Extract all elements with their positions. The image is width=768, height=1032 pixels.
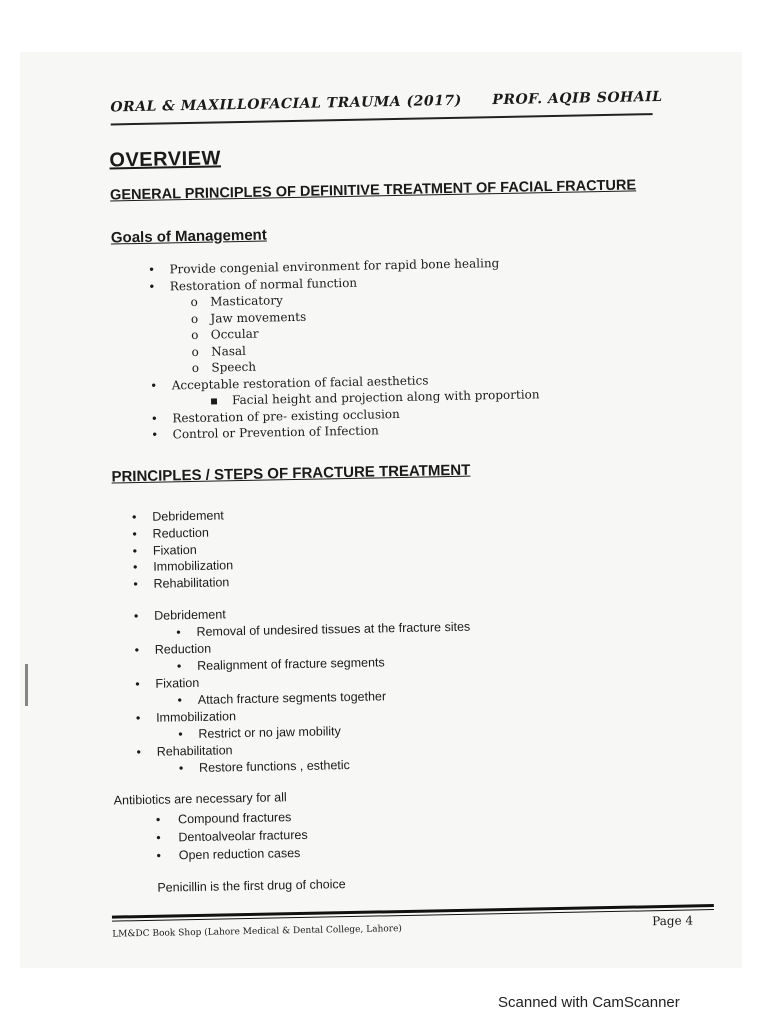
- list-item: • Realignment of fracture segments: [131, 653, 471, 677]
- page-number: Page 4: [651, 913, 694, 929]
- general-principles-heading: GENERAL PRINCIPLES OF DEFINITIVE TREATMENT OF FACIAL FRACTURE: [109, 177, 637, 204]
- steps-list: [128, 507, 233, 593]
- function-sublist: [188, 287, 539, 376]
- list-item: o Speech: [189, 353, 539, 376]
- circle-bullet-icon: o: [190, 311, 199, 326]
- list-item: • Compound fractures: [152, 808, 308, 829]
- circle-bullet-icon: o: [191, 327, 199, 342]
- bullet-icon: •: [177, 693, 183, 708]
- bullet-icon: •: [176, 659, 182, 674]
- penicillin-note: Penicillin is the first drug of choice: [157, 877, 346, 895]
- principles-heading: PRINCIPLES / STEPS OF FRACTURE TREATMENT: [111, 461, 471, 486]
- circle-bullet-icon: o: [191, 344, 199, 359]
- overview-heading: OVERVIEW: [109, 147, 222, 172]
- list-item: o Occular: [189, 320, 539, 343]
- list-item: • Removal of undesired tissues at the fracture sites: [130, 619, 470, 643]
- step-details-list: [130, 602, 473, 778]
- bullet-icon: •: [150, 378, 158, 393]
- bullet-icon: •: [132, 543, 138, 558]
- list-item: • Control or Prevention of Infection: [149, 419, 541, 443]
- page-header: [110, 88, 663, 116]
- list-item: • Reduction: [128, 524, 232, 543]
- bullet-icon: •: [135, 677, 140, 692]
- bullet-icon: •: [150, 411, 159, 426]
- list-item: • Acceptable restoration of facial aesthetics ▪ Facial height and projection along with proportion: [148, 370, 540, 411]
- list-item: • Fixation: [129, 541, 233, 560]
- course-title: ORAL & MAXILLOFACIAL TRAUMA (2017): [110, 92, 462, 116]
- list-item: • Rehabilitation: [133, 738, 473, 762]
- bullet-icon: •: [136, 745, 142, 760]
- list-item: • Debridement: [128, 507, 232, 526]
- bullet-icon: •: [156, 830, 161, 845]
- bullet-icon: •: [132, 560, 138, 575]
- bullet-icon: •: [147, 262, 156, 277]
- list-item: • Restoration of normal function o Masticatory o Jaw movements o Occular o Nasal o Speech: [146, 271, 539, 377]
- list-item: ▪ Facial height and projection along with proportion: [209, 387, 540, 408]
- list-item: • Restoration of pre- existing occlusion: [148, 403, 540, 427]
- list-item: • Reduction: [131, 636, 471, 660]
- list-item: o Masticatory: [188, 287, 538, 310]
- list-item: • Provide congenial environment for rapid bone healing: [145, 254, 537, 278]
- bullet-icon: •: [178, 761, 184, 776]
- list-item: • Debridement: [130, 602, 470, 626]
- author-name: PROF. AQIB SOHAIL: [492, 88, 663, 109]
- list-item: • Dentoalveolar fractures: [152, 826, 308, 847]
- footer-shop-name: LM&DC Book Shop (Lahore Medical & Dental College, Lahore): [112, 924, 402, 940]
- antibiotics-list: [152, 808, 308, 865]
- bullet-icon: •: [156, 848, 162, 863]
- list-item: • Open reduction cases: [153, 844, 309, 865]
- circle-bullet-icon: o: [191, 360, 200, 375]
- bullet-icon: •: [135, 711, 141, 726]
- bullet-icon: •: [134, 643, 140, 658]
- bullet-icon: •: [178, 727, 183, 742]
- antibiotics-intro: Antibiotics are necessary for all: [113, 790, 287, 808]
- bullet-icon: •: [133, 577, 138, 592]
- square-bullet-icon: ▪: [209, 393, 219, 408]
- list-item: • Attach fracture segments together: [132, 687, 472, 711]
- circle-bullet-icon: o: [190, 294, 198, 309]
- header-divider: [111, 113, 653, 125]
- bullet-icon: •: [155, 812, 161, 827]
- list-item: o Nasal: [189, 337, 539, 360]
- list-item: • Restore functions , esthetic: [133, 755, 473, 779]
- bullet-icon: •: [148, 279, 156, 294]
- goals-heading: Goals of Management: [110, 226, 267, 247]
- list-item: • Rehabilitation: [129, 574, 233, 593]
- list-item: • Immobilization: [132, 704, 472, 728]
- list-item: o Jaw movements: [188, 304, 538, 327]
- bullet-icon: •: [132, 526, 137, 541]
- bullet-icon: •: [176, 625, 181, 640]
- bullet-icon: •: [151, 427, 159, 442]
- list-item: • Restrict or no jaw mobility: [132, 721, 472, 745]
- list-item: • Fixation: [131, 670, 471, 694]
- bullet-icon: •: [131, 510, 137, 525]
- camscanner-watermark: Scanned with CamScanner: [498, 994, 680, 1011]
- bullet-icon: •: [133, 609, 139, 624]
- goals-list: [145, 254, 540, 443]
- list-item: • Immobilization: [129, 558, 233, 577]
